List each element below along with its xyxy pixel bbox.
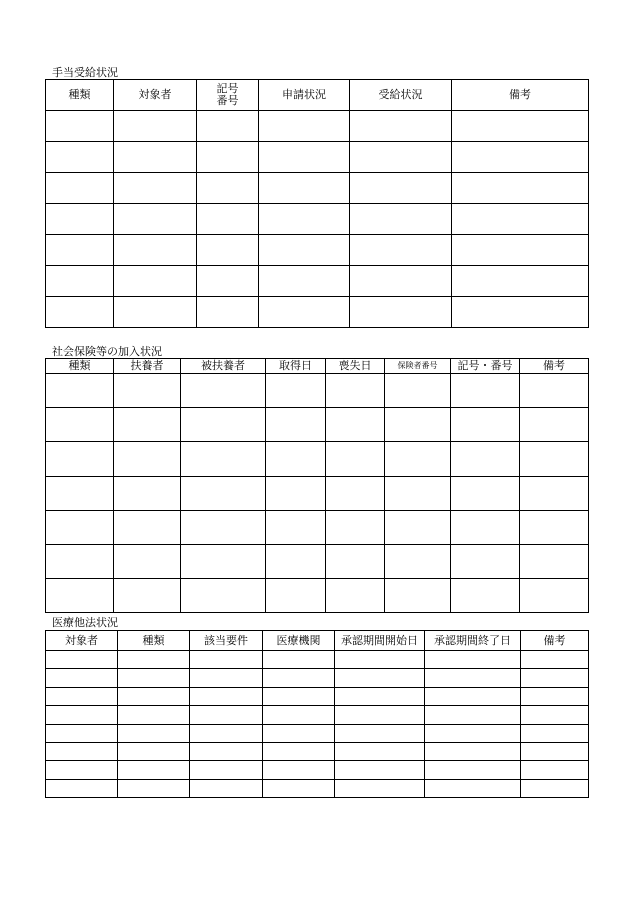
table-cell (520, 510, 589, 544)
table-cell (46, 173, 114, 204)
table-cell (452, 266, 589, 297)
table-cell (46, 544, 114, 578)
table-cell (118, 761, 190, 779)
header-symbol-number (197, 80, 259, 111)
table-cell (452, 235, 589, 266)
table-cell (385, 476, 451, 510)
table-row (46, 297, 589, 328)
table-cell (190, 669, 263, 687)
table-cell (197, 142, 259, 173)
header-approval-end-date: 承認期間終了日 (425, 631, 521, 651)
table-cell (46, 476, 114, 510)
table-cell (46, 724, 118, 742)
table-cell (263, 687, 335, 705)
allowance-table (45, 79, 589, 328)
table-cell (350, 235, 452, 266)
header-application-status: 申請状況 (259, 80, 350, 111)
table-row (46, 779, 589, 797)
table-cell (263, 742, 335, 760)
table-row (46, 669, 589, 687)
table-cell (46, 651, 118, 669)
header-remarks: 備考 (521, 631, 589, 651)
table-row (46, 544, 589, 578)
table-cell (259, 142, 350, 173)
table-cell (451, 510, 520, 544)
table-cell (451, 579, 520, 613)
table-cell (451, 544, 520, 578)
header-type: 種類 (118, 631, 190, 651)
table-row (46, 706, 589, 724)
table-cell (326, 442, 385, 476)
table-cell (266, 510, 326, 544)
table-cell (190, 687, 263, 705)
table-cell (521, 651, 589, 669)
header-symbol-number: 記号・番号 (451, 359, 520, 374)
table-cell (263, 651, 335, 669)
table-cell (350, 204, 452, 235)
table-cell (190, 706, 263, 724)
table-cell (259, 235, 350, 266)
table-row (46, 204, 589, 235)
table-cell (46, 142, 114, 173)
table-cell (46, 687, 118, 705)
table-cell (425, 706, 521, 724)
header-target-person: 対象者 (114, 80, 197, 111)
table-row (46, 235, 589, 266)
insurance-section-title: 社会保険等の加入状況 (52, 345, 162, 358)
table-cell (520, 579, 589, 613)
table-cell (350, 142, 452, 173)
table-cell (520, 544, 589, 578)
table-cell (181, 476, 266, 510)
table-cell (197, 235, 259, 266)
table-row (46, 142, 589, 173)
allowance-table-body (46, 111, 589, 328)
header-receipt-status: 受給状況 (350, 80, 452, 111)
table-cell (263, 669, 335, 687)
insurance-table-body (46, 374, 589, 613)
table-cell (425, 687, 521, 705)
table-cell (266, 579, 326, 613)
table-cell (385, 408, 451, 442)
table-cell (118, 724, 190, 742)
table-cell (425, 742, 521, 760)
table-row (46, 687, 589, 705)
header-approval-start-date: 承認期間開始日 (335, 631, 425, 651)
table-cell (46, 111, 114, 142)
table-cell (451, 476, 520, 510)
medical-table (45, 630, 589, 798)
table-cell (114, 142, 197, 173)
table-cell (46, 669, 118, 687)
table-cell (521, 761, 589, 779)
table-cell (114, 476, 181, 510)
table-cell (521, 779, 589, 797)
table-cell (326, 408, 385, 442)
table-cell (335, 687, 425, 705)
table-cell (114, 544, 181, 578)
table-cell (521, 687, 589, 705)
table-cell (190, 761, 263, 779)
table-cell (335, 706, 425, 724)
table-cell (335, 742, 425, 760)
header-symbol: 記号 (216, 82, 239, 95)
table-cell (326, 510, 385, 544)
table-row (46, 651, 589, 669)
table-row (46, 111, 589, 142)
table-cell (451, 442, 520, 476)
table-cell (190, 724, 263, 742)
table-cell (181, 408, 266, 442)
table-cell (114, 297, 197, 328)
header-medical-institution: 医療機関 (263, 631, 335, 651)
table-row (46, 266, 589, 297)
table-cell (425, 724, 521, 742)
table-cell (46, 297, 114, 328)
table-cell (46, 510, 114, 544)
table-row (46, 173, 589, 204)
table-cell (326, 544, 385, 578)
table-cell (197, 111, 259, 142)
table-cell (425, 651, 521, 669)
table-cell (521, 742, 589, 760)
header-number: 番号 (216, 94, 239, 107)
table-cell (259, 173, 350, 204)
header-remarks: 備考 (452, 80, 589, 111)
table-cell (190, 779, 263, 797)
table-cell (46, 742, 118, 760)
header-insurer-number: 保険者番号 (385, 359, 451, 374)
header-loss-date: 喪失日 (326, 359, 385, 374)
table-cell (197, 266, 259, 297)
header-type: 種類 (46, 359, 114, 374)
table-cell (520, 408, 589, 442)
table-cell (259, 111, 350, 142)
table-cell (259, 204, 350, 235)
table-cell (46, 761, 118, 779)
header-eligibility: 該当要件 (190, 631, 263, 651)
table-cell (452, 142, 589, 173)
table-cell (181, 544, 266, 578)
table-cell (452, 204, 589, 235)
table-cell (46, 579, 114, 613)
table-cell (350, 173, 452, 204)
table-cell (425, 761, 521, 779)
header-supporter: 扶養者 (114, 359, 181, 374)
table-cell (335, 779, 425, 797)
table-cell (452, 297, 589, 328)
table-cell (46, 235, 114, 266)
table-cell (520, 476, 589, 510)
table-cell (118, 669, 190, 687)
table-cell (266, 476, 326, 510)
insurance-table (45, 358, 589, 613)
table-row (46, 374, 589, 408)
table-cell (46, 204, 114, 235)
table-cell (335, 724, 425, 742)
header-target-person: 対象者 (46, 631, 118, 651)
table-cell (335, 669, 425, 687)
header-dependent: 被扶養者 (181, 359, 266, 374)
table-cell (190, 742, 263, 760)
table-cell (46, 266, 114, 297)
table-cell (118, 779, 190, 797)
table-row (46, 724, 589, 742)
table-cell (114, 510, 181, 544)
table-cell (335, 761, 425, 779)
header-remarks: 備考 (520, 359, 589, 374)
table-cell (326, 374, 385, 408)
table-cell (114, 111, 197, 142)
table-cell (263, 724, 335, 742)
table-cell (46, 706, 118, 724)
medical-table-body (46, 651, 589, 798)
table-cell (385, 442, 451, 476)
table-cell (521, 669, 589, 687)
table-cell (520, 442, 589, 476)
table-cell (326, 476, 385, 510)
table-row (46, 761, 589, 779)
table-cell (46, 374, 114, 408)
table-cell (114, 408, 181, 442)
medical-section-title: 医療他法状況 (52, 616, 118, 629)
table-cell (181, 442, 266, 476)
table-cell (46, 442, 114, 476)
table-cell (114, 266, 197, 297)
header-type: 種類 (46, 80, 114, 111)
table-cell (114, 235, 197, 266)
table-cell (385, 510, 451, 544)
table-cell (451, 374, 520, 408)
table-cell (263, 706, 335, 724)
table-cell (385, 374, 451, 408)
table-cell (46, 408, 114, 442)
table-cell (118, 687, 190, 705)
table-cell (197, 297, 259, 328)
table-cell (266, 544, 326, 578)
table-cell (114, 442, 181, 476)
table-row (46, 510, 589, 544)
table-cell (197, 173, 259, 204)
table-cell (521, 724, 589, 742)
table-cell (350, 266, 452, 297)
table-cell (451, 408, 520, 442)
table-row (46, 442, 589, 476)
table-cell (263, 779, 335, 797)
table-cell (385, 544, 451, 578)
table-cell (190, 651, 263, 669)
table-cell (181, 510, 266, 544)
table-row (46, 579, 589, 613)
table-cell (521, 706, 589, 724)
table-cell (118, 742, 190, 760)
table-row (46, 408, 589, 442)
table-cell (350, 297, 452, 328)
table-cell (181, 579, 266, 613)
table-cell (259, 297, 350, 328)
table-cell (197, 204, 259, 235)
table-cell (452, 111, 589, 142)
table-cell (263, 761, 335, 779)
table-cell (259, 266, 350, 297)
table-cell (181, 374, 266, 408)
table-cell (114, 374, 181, 408)
allowance-section-title: 手当受給状況 (52, 66, 118, 79)
table-cell (452, 173, 589, 204)
table-cell (425, 779, 521, 797)
table-cell (266, 408, 326, 442)
table-row (46, 742, 589, 760)
table-cell (266, 442, 326, 476)
header-acquisition-date: 取得日 (266, 359, 326, 374)
table-cell (114, 173, 197, 204)
table-cell (335, 651, 425, 669)
table-cell (46, 779, 118, 797)
table-cell (114, 579, 181, 613)
table-cell (114, 204, 197, 235)
table-cell (118, 706, 190, 724)
table-cell (350, 111, 452, 142)
table-cell (385, 579, 451, 613)
table-cell (520, 374, 589, 408)
table-cell (425, 669, 521, 687)
table-cell (266, 374, 326, 408)
table-cell (326, 579, 385, 613)
table-row (46, 476, 589, 510)
table-cell (118, 651, 190, 669)
